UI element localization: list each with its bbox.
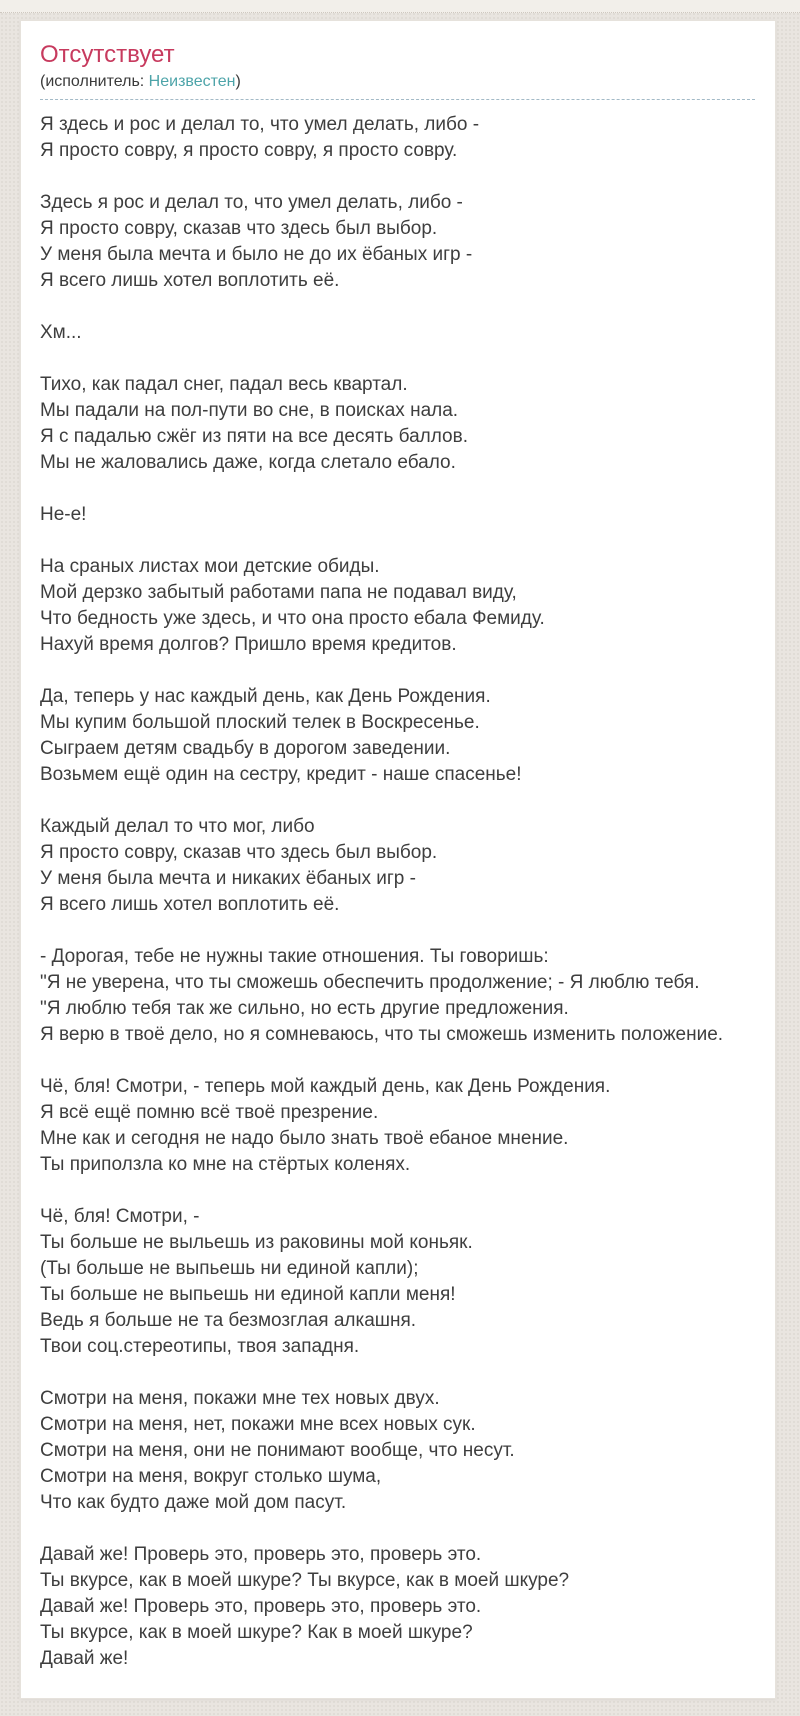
lyric-line [40,658,755,684]
lyric-line [40,788,755,814]
lyric-line: Я с падалью сжёг из пяти на все десять баллов. [40,426,469,448]
lyric-line [40,528,755,554]
lyric-line: Чё, бля! Смотри, - [40,1206,200,1228]
lyric-line: Сыграем детям свадьбу в дорогом заведении. [40,738,451,760]
lyrics-text [40,112,755,1672]
lyric-line: Мы не жаловались даже, когда слетало ебало. [40,452,456,474]
lyric-line [40,164,755,190]
lyric-line: У меня была мечта и было не до их ёбаных игр - [40,244,473,266]
lyric-line [40,1178,755,1204]
lyric-line [40,346,755,372]
lyric-line [40,1516,755,1542]
lyric-line: Ты вкурсе, как в моей шкуре? Как в моей шкуре? [40,1622,473,1644]
lyric-line [40,1360,755,1386]
lyric-line: Нахуй время долгов? Пришло время кредитов. [40,634,457,656]
card-content [21,21,775,1698]
lyric-line: Чё, бля! Смотри, - теперь мой каждый день, как День Рождения. [40,1076,611,1098]
lyric-line: Каждый делал то что мог, либо [40,816,315,838]
lyric-line: Я всего лишь хотел воплотить её. [40,270,340,292]
lyric-line: Не-е! [40,504,87,526]
lyric-line: Смотри на меня, покажи мне тех новых двух. [40,1388,440,1410]
lyric-line: Ведь я больше не та безмозглая алкашня. [40,1310,417,1332]
page-title: Отсутствует [40,41,175,68]
lyric-line: На сраных листах мои детские обиды. [40,556,380,578]
lyric-line: Ты вкурсе, как в моей шкуре? Ты вкурсе, как в моей шкуре? [40,1570,570,1592]
lyric-line: Давай же! Проверь это, проверь это, проверь это. [40,1596,482,1618]
artist-line [40,73,755,100]
lyric-line: Я просто совру, я просто совру, я просто совру. [40,140,458,162]
lyric-line: "Я люблю тебя так же сильно, но есть другие предложения. [40,998,569,1020]
lyric-line: (Ты больше не выпьешь ни единой капли); [40,1258,419,1280]
lyric-line: Я верю в твоё дело, но я сомневаюсь, что ты сможешь изменить положение. [40,1024,724,1046]
lyric-line: Ты приползла ко мне на стёртых коленях. [40,1154,411,1176]
page-top-strip [0,0,800,13]
lyric-line: Твои соц.стереотипы, твоя западня. [40,1336,360,1358]
lyric-line: Мы купим большой плоский телек в Воскресенье. [40,712,480,734]
lyric-line: Я всё ещё помню всё твоё презрение. [40,1102,379,1124]
lyric-line [40,1048,755,1074]
lyric-line: Тихо, как падал снег, падал весь квартал. [40,374,408,396]
lyric-line: Хм... [40,322,82,344]
lyric-line: У меня была мечта и никаких ёбаных игр - [40,868,416,890]
lyric-line [40,476,755,502]
lyric-line: Да, теперь у нас каждый день, как День Рождения. [40,686,491,708]
lyric-line: Я просто совру, сказав что здесь был выбор. [40,218,438,240]
lyric-line: Давай же! [40,1648,129,1670]
lyrics-card [20,20,776,1699]
lyric-line: Что бедность уже здесь, и что она просто ебала Фемиду. [40,608,545,630]
lyric-line: "Я не уверена, что ты сможешь обеспечить продолжение; - Я люблю тебя. [40,972,700,994]
lyric-line: Мой дерзко забытый работами папа не подавал виду, [40,582,517,604]
lyric-line: Давай же! Проверь это, проверь это, проверь это. [40,1544,482,1566]
lyric-line: Я просто совру, сказав что здесь был выбор. [40,842,438,864]
lyric-line: - Дорогая, тебе не нужны такие отношения. Ты говоришь: [40,946,549,968]
lyric-line [40,918,755,944]
artist-link[interactable]: Неизвестен [148,73,236,91]
lyric-line: Здесь я рос и делал то, что умел делать, либо - [40,192,463,214]
artist-label-prefix: (исполнитель: [40,73,149,91]
lyric-line: Смотри на меня, нет, покажи мне всех новых сук. [40,1414,476,1436]
lyric-line: Смотри на меня, вокруг столько шума, [40,1466,382,1488]
lyric-line: Возьмем ещё один на сестру, кредит - наше спасенье! [40,764,522,786]
lyric-line: Я всего лишь хотел воплотить её. [40,894,340,916]
lyric-line: Ты больше не выпьешь ни единой капли меня! [40,1284,456,1306]
lyric-line: Смотри на меня, они не понимают вообще, что несут. [40,1440,515,1462]
lyric-line: Мы падали на пол-пути во сне, в поисках нала. [40,400,459,422]
artist-label-suffix: ) [235,73,241,91]
lyric-line: Мне как и сегодня не надо было знать твоё ебаное мнение. [40,1128,569,1150]
lyric-line: Что как будто даже мой дом пасут. [40,1492,347,1514]
lyric-line: Я здесь и рос и делал то, что умел делать, либо - [40,114,480,136]
lyric-line: Ты больше не выльешь из раковины мой коньяк. [40,1232,473,1254]
lyric-line [40,294,755,320]
